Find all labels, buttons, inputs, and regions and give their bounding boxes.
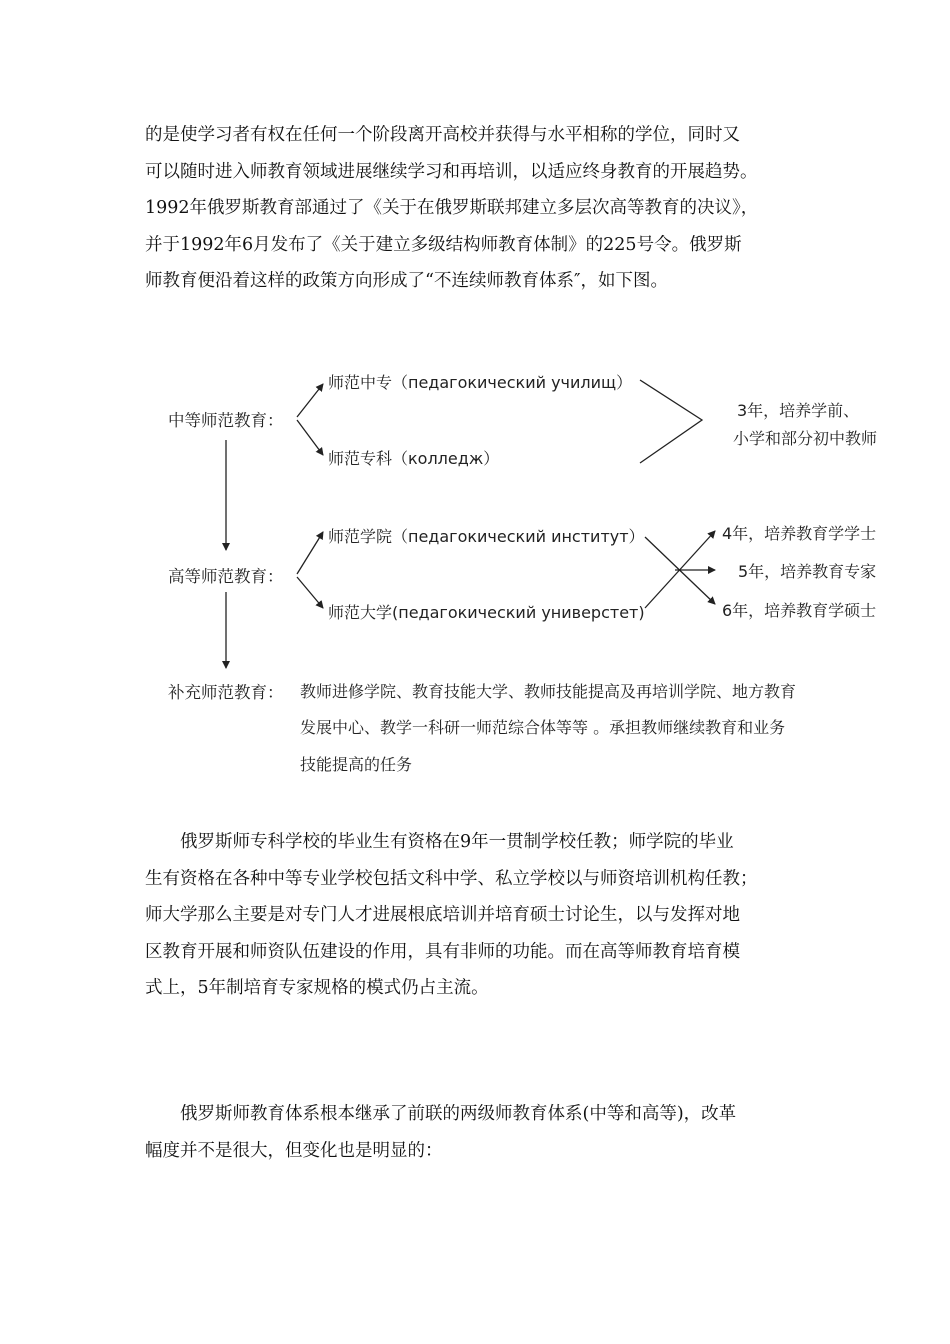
supplementary-desc-line-3: 技能提高的任务 <box>300 755 413 774</box>
text-line: 式上，5年制培育专家规格的模式仍占主流。 <box>145 978 489 998</box>
text-line: 俄罗斯师专科学校的毕业生有资格在9年一贯制学校任教；师学院的毕业 <box>180 832 734 852</box>
merge-chevron <box>640 380 702 463</box>
fork-arrow-upper <box>297 384 323 417</box>
secondary-education-label: 中等师范教育： <box>168 411 284 430</box>
text-line: 可以随时进入师教育领域进展继续学习和再培训，以适应终身教育的开展趋势。 <box>145 161 758 182</box>
text-line: 师教育便沿着这样的政策方向形成了“不连续师教育体系″，如下图。 <box>145 271 668 291</box>
text-line: 俄罗斯师教育体系根本继承了前联的两级师教育体系(中等和高等)，改革 <box>180 1104 737 1124</box>
text-line: 1992年俄罗斯教育部通过了《关于在俄罗斯联邦建立多层次高等教育的决议》， <box>145 198 759 218</box>
secondary-result-line-2: 小学和部分初中教师 <box>733 429 878 448</box>
higher-education-label: 高等师范教育： <box>168 567 284 586</box>
secondary-result-line-1: 3年，培养学前、 <box>737 401 860 420</box>
text-line: 的是使学习者有权在任何一个阶段离开高校并获得与水平相称的学位，同时又 <box>145 125 740 145</box>
text-line: 师大学那么主要是对专门人才进展根底培训并培育硕士讨论生，以与发挥对地 <box>145 905 740 925</box>
supplementary-desc-line-1: 教师进修学院、教育技能大学、教师技能提高及再培训学院、地方教育 <box>300 682 797 701</box>
supplementary-desc-line-2: 发展中心、教学一科研一师范综合体等等 。承担教师继续教育和业务 <box>300 718 786 737</box>
higher-result-2: 5年，培养教育专家 <box>738 562 877 581</box>
fork-arrow-upper <box>297 532 323 574</box>
higher-branch-1: 师范学院（педагокический институт） <box>328 527 645 546</box>
higher-result-3: 6年，培养教育学硕士 <box>722 601 877 620</box>
paragraph-2 <box>145 824 805 1007</box>
higher-branch-2: 师范大学(педагокический универстет) <box>328 603 645 622</box>
paragraph-3 <box>145 1096 805 1169</box>
supplementary-education-label: 补充师范教育： <box>168 683 284 702</box>
higher-result-1: 4年，培养教育学学士 <box>722 524 877 543</box>
secondary-branch-1: 师范中专（педагокический училищ） <box>328 373 633 392</box>
secondary-branch-2: 师范专科（колледж） <box>328 449 500 468</box>
text-line: 生有资格在各种中等专业学校包括文科中学、私立学校以与师资培训机构任教； <box>145 868 758 889</box>
text-line: 并于1992年6月发布了《关于建立多级结构师教育体制》的225号令。俄罗斯 <box>145 234 742 255</box>
fork-arrow-lower <box>297 577 323 608</box>
text-line: 区教育开展和师资队伍建设的作用，具有非师的功能。而在高等师教育培育模 <box>145 941 740 962</box>
text-line: 幅度并不是很大，但变化也是明显的： <box>145 1140 443 1161</box>
fork-arrow-lower <box>297 420 323 455</box>
